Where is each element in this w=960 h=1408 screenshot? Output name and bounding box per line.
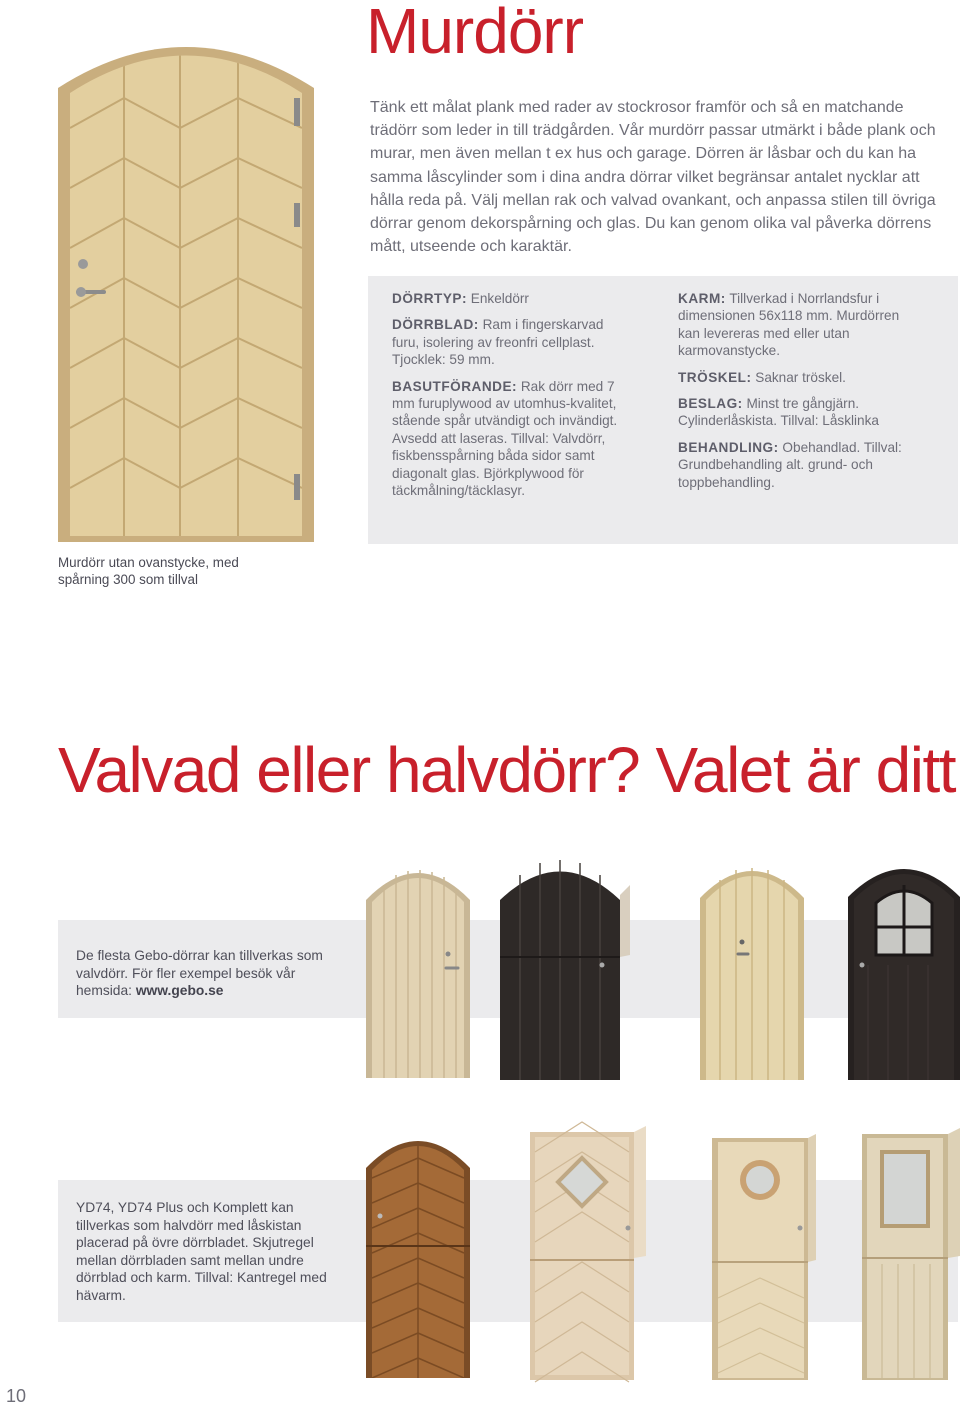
hinge-icon [294,98,300,126]
spec-column-right [678,290,918,500]
main-door-image [56,38,316,542]
page-title: Murdörr [366,0,584,67]
image-caption: Murdörr utan ovanstycke, med spårning 300 som tillval [58,555,239,587]
arched-door-light [366,860,470,1078]
spec-frame: KARM: Tillverkad i Norrlandsfur i dimensionen 56x118 mm. Murdörren kan levereras med eller utan karmovanstycke. [678,291,900,359]
half-door-tall-window [862,1128,960,1380]
spec-threshold: TRÖSKEL: Saknar tröskel. [678,369,846,385]
intro-paragraph: Tänk ett målat plank med rader av stockrosor framför och så en matchande trädörr som leder in till trädgården. Vår murdörr passar utmärkt i både plank och murar, men även mellan t ex hus och garage. Dörren är låsbar och du kan ha samma låscylinder som i dina andra dörrar vilket begränsar antalet nycklar att hålla reda på. Välj mellan rak och valvad ovankant, och anpassa stilen till övriga dörrar genom dekorspårning och glas. Du kan genom olika val påverka dörrens mått, utseende och karaktär. [370,99,936,256]
spec-base-version: BASUTFÖRANDE: Rak dörr med 7 mm furuplywood av utomhus-kvalitet, stående spår utvändigt och invändigt. Avsedd att laseras. Tillval: Valvdörr, fiskbensspårning båda sidor samt diagonalt glas. Björkplywood för täckmålning/täcklasyr. [392,378,618,499]
page-number: 10 [6,1386,27,1406]
spec-fittings: BESLAG: Minst tre gångjärn. Cylinderlåskista. Tillval: Låsklinka [678,396,879,429]
spec-doorleaf: DÖRRBLAD: Ram i fingerskarvad furu, isolering av freonfri cellplast. Tjocklek: 59 mm. [392,317,604,368]
spec-doortype: DÖRRTYP: Enkeldörr [392,291,529,306]
hinge-icon [294,474,300,500]
website-link[interactable]: www.gebo.se [135,983,224,999]
spec-treatment: BEHANDLING: Obehandlad. Tillval: Grundbehandling alt. grund- och toppbehandling. [678,439,902,490]
arched-half-door-dark [500,855,630,1080]
half-door-diamond-window [530,1132,646,1380]
band-half-door-text: YD74, YD74 Plus och Komplett kan tillverkas som halvdörr med låskistan placerad på övre dörrbladet. Skjutregel mellan dörrbladen samt mellan undre dörrblad och karm. Tillval: Kantregel med hävarm. [76,1200,327,1303]
info-band-half-door [58,1180,958,1322]
hinge-icon [294,203,300,227]
band-arched-text: De flesta Gebo-dörrar kan tillverkas som valvdörr. För fler exempel besök vår hemsida: www.gebo.se [76,948,323,999]
lock-cylinder-icon [78,259,88,269]
half-door-brown-herringbone [366,1128,470,1378]
spec-column-left [392,290,632,508]
spec-panel [368,276,958,544]
section-heading: Valvad eller halvdörr? Valet är ditt [58,734,955,806]
arched-double-door-light [700,858,804,1080]
arched-door-dark-window [848,855,960,1080]
half-door-porthole-window [712,1138,816,1380]
